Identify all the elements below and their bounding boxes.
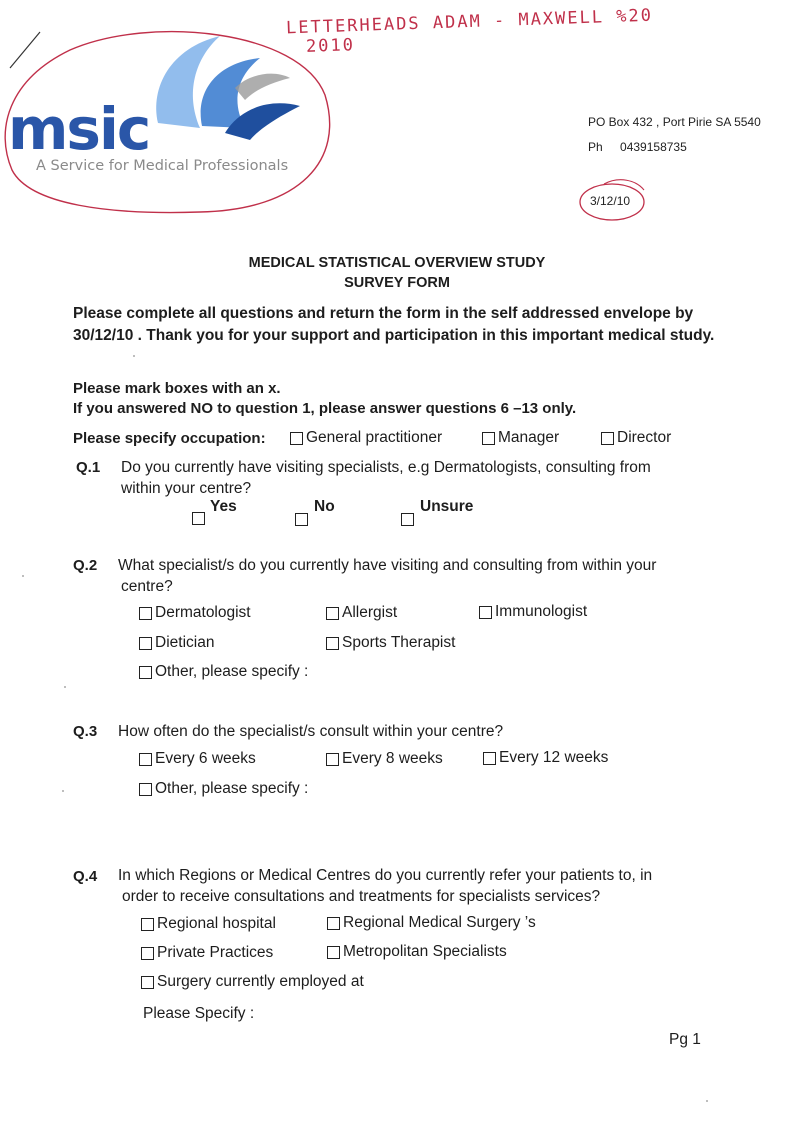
q1-text — [121, 457, 721, 499]
option-label: Other, please specify : — [155, 663, 309, 680]
q4-specify-label: Please Specify : — [143, 1005, 255, 1022]
pen-stroke-mark — [4, 28, 44, 73]
q2-option-allergist[interactable] — [326, 604, 397, 622]
q3-text: How often do the specialist/s consult within your centre? — [118, 723, 504, 740]
logo-tagline: A Service for Medical Professionals — [36, 158, 289, 174]
q2-option-dietician[interactable] — [139, 634, 214, 652]
q2-option-dermatologist[interactable] — [139, 604, 251, 622]
q2-text — [118, 555, 738, 597]
intro-line-1: Please complete all questions and return the form in the self addressed envelope by — [73, 305, 694, 322]
q2-number: Q.2 — [73, 557, 98, 574]
option-label: Every 8 weeks — [342, 750, 443, 767]
option-label: Manager — [498, 429, 560, 446]
q1-unsure-checkbox[interactable] — [401, 513, 414, 526]
checkbox[interactable] — [139, 607, 152, 620]
checkbox[interactable] — [327, 917, 340, 930]
scan-speck — [64, 686, 66, 688]
q4-option-regional-hospital[interactable] — [141, 915, 276, 933]
checkbox[interactable] — [479, 606, 492, 619]
option-label: Surgery currently employed at — [157, 973, 364, 990]
q1-text-line-1: Do you currently have visiting specialists, e.g Dermatologists, consulting from — [121, 459, 651, 476]
option-label: Dietician — [155, 634, 215, 651]
logo-swoosh-icon — [140, 28, 310, 148]
scan-speck — [22, 575, 24, 577]
option-label: Private Practices — [157, 944, 274, 961]
checkbox[interactable] — [326, 753, 339, 766]
checkbox[interactable] — [326, 637, 339, 650]
option-label: General practitioner — [306, 429, 443, 446]
instructions-line-2: If you answered NO to question 1, please answer questions 6 –13 only. — [73, 400, 577, 417]
q2-option-sports-therapist[interactable] — [326, 634, 455, 652]
q1-unsure-label: Unsure — [420, 498, 474, 515]
q3-option-12-weeks[interactable] — [483, 749, 608, 767]
q4-text-line-1: In which Regions or Medical Centres do you currently refer your patients to, in — [118, 867, 653, 884]
q1-yes-checkbox[interactable] — [192, 512, 205, 525]
checkbox[interactable] — [141, 947, 154, 960]
checkbox[interactable] — [601, 432, 614, 445]
checkbox[interactable] — [483, 752, 496, 765]
checkbox[interactable] — [141, 976, 154, 989]
scan-speck — [706, 1100, 708, 1102]
q4-text-line-2: order to receive consultations and treatments for specialists services? — [122, 888, 601, 905]
scan-speck — [133, 355, 135, 357]
option-label: Sports Therapist — [342, 634, 456, 651]
date-stamp: 3/12/10 — [590, 194, 631, 208]
address-phone-row — [588, 140, 687, 154]
option-label: Allergist — [342, 604, 398, 621]
q2-option-immunologist[interactable] — [479, 603, 587, 621]
q1-yes-label: Yes — [210, 498, 237, 515]
handwritten-annotation-line1: LETTERHEADS ADAM - MAXWELL %20 — [285, 5, 654, 39]
checkbox[interactable] — [482, 432, 495, 445]
instructions-line-1: Please mark boxes with an x. — [73, 380, 281, 397]
scan-speck — [62, 790, 64, 792]
checkbox[interactable] — [139, 637, 152, 650]
q2-option-other[interactable] — [139, 663, 308, 681]
q4-number: Q.4 — [73, 868, 98, 885]
form-subtitle: SURVEY FORM — [344, 275, 450, 291]
q4-option-regional-medical-surgery[interactable] — [327, 914, 536, 932]
q2-text-line-1: What specialist/s do you currently have visiting and consulting from within your — [118, 557, 657, 574]
checkbox[interactable] — [141, 918, 154, 931]
q2-text-line-2: centre? — [121, 578, 173, 595]
q1-no-label: No — [314, 498, 335, 515]
checkbox[interactable] — [139, 753, 152, 766]
page-number: Pg 1 — [669, 1031, 701, 1048]
occupation-option-gp[interactable] — [290, 429, 442, 447]
option-label: Metropolitan Specialists — [343, 943, 507, 960]
option-label: Regional hospital — [157, 915, 276, 932]
q4-option-private-practices[interactable] — [141, 944, 273, 962]
phone-label: Ph — [588, 140, 603, 154]
option-label: Director — [617, 429, 672, 446]
intro-line-2: 30/12/10 . Thank you for your support and participation in this important medical study. — [73, 327, 715, 344]
occupation-label: Please specify occupation: — [73, 430, 266, 447]
address-po-box: PO Box 432 , Port Pirie SA 5540 — [588, 115, 761, 129]
q1-no-checkbox[interactable] — [295, 513, 308, 526]
q3-number: Q.3 — [73, 723, 98, 740]
occupation-option-director[interactable] — [601, 429, 671, 447]
option-label: Other, please specify : — [155, 780, 309, 797]
option-label: Every 12 weeks — [499, 749, 609, 766]
q4-option-surgery-employed[interactable] — [141, 973, 364, 991]
q4-text — [118, 865, 738, 907]
q4-option-metropolitan-specialists[interactable] — [327, 943, 507, 961]
q1-number: Q.1 — [76, 459, 101, 476]
option-label: Every 6 weeks — [155, 750, 256, 767]
form-title: MEDICAL STATISTICAL OVERVIEW STUDY — [248, 255, 546, 271]
phone-number: 0439158735 — [620, 140, 687, 154]
occupation-option-manager[interactable] — [482, 429, 559, 447]
logo-wordmark: msic — [8, 95, 150, 163]
intro-paragraph — [73, 303, 773, 347]
checkbox[interactable] — [327, 946, 340, 959]
q3-option-other[interactable] — [139, 780, 308, 798]
checkbox[interactable] — [139, 666, 152, 679]
option-label: Dermatologist — [155, 604, 251, 621]
checkbox[interactable] — [139, 783, 152, 796]
checkbox[interactable] — [326, 607, 339, 620]
handwritten-annotation-line2: 2010 — [305, 35, 356, 57]
q3-option-6-weeks[interactable] — [139, 750, 256, 768]
q1-text-line-2: within your centre? — [121, 480, 252, 497]
option-label: Regional Medical Surgery ’s — [343, 914, 536, 931]
option-label: Immunologist — [495, 603, 588, 620]
checkbox[interactable] — [290, 432, 303, 445]
q3-option-8-weeks[interactable] — [326, 750, 443, 768]
